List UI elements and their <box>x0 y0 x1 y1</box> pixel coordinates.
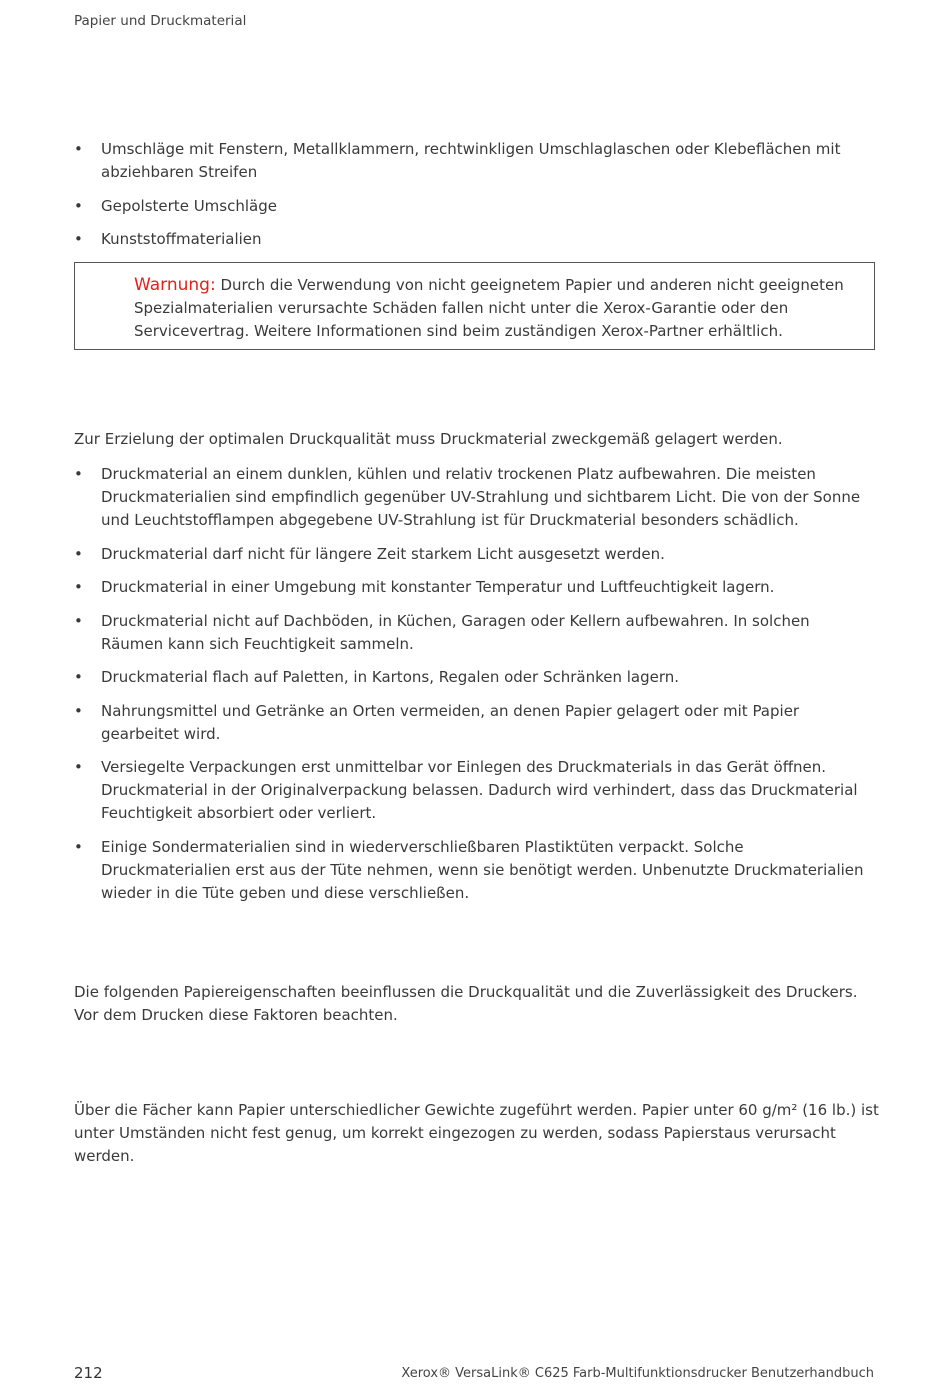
list-item <box>74 463 874 532</box>
list-item <box>74 666 874 689</box>
list-item <box>74 543 874 566</box>
bullet-icon: • <box>74 668 83 686</box>
list-item <box>74 138 874 184</box>
list-item <box>74 195 874 218</box>
running-header: Papier und Druckmaterial <box>74 13 247 29</box>
list-item <box>74 836 874 905</box>
bullet-icon: • <box>74 701 83 720</box>
bullet-icon: • <box>74 544 83 563</box>
properties-paragraph: Die folgenden Papiereigenschaften beeinflussen die Druckqualität und die Zuverlässigkeit des Druckers. Vor dem Drucken diese Faktoren beachten. <box>74 983 858 1024</box>
page-number: 212 <box>74 1364 103 1382</box>
bullet-icon: • <box>74 611 83 630</box>
list-item-text: Versiegelte Verpackungen erst unmittelbar vor Einlegen des Druckmaterials in das Gerät öffnen. Druckmaterial in der Originalverpackung belassen. Dadurch wird verhindert, dass das Druckmaterial Feuchtigkeit absorbiert oder verliert. <box>101 758 858 822</box>
list-item-text: Kunststoffmaterialien <box>101 230 262 248</box>
warning-text <box>134 274 869 343</box>
bullet-icon: • <box>74 465 83 483</box>
unsuitable-media-list <box>74 138 874 262</box>
list-item-text: Druckmaterial darf nicht für längere Zeit starkem Licht ausgesetzt werden. <box>101 544 665 563</box>
list-item <box>74 576 874 599</box>
list-item <box>74 228 874 251</box>
list-item-text: Druckmaterial an einem dunklen, kühlen und relativ trockenen Platz aufbewahren. Die meisten Druckmaterialien sind empfindlich gegenüber UV-Strahlung und sichtbarem Licht. Die von der Sonne und Leuchtstofflampen abgegebene UV-Strahlung ist für Druckmaterial besonders schädlich. <box>101 465 861 529</box>
bullet-icon: • <box>74 837 83 856</box>
list-item <box>74 700 874 746</box>
bullet-icon: • <box>74 230 83 248</box>
bullet-icon: • <box>74 140 83 158</box>
storage-guidelines-list <box>74 463 874 915</box>
warning-body: Durch die Verwendung von nicht geeignetem Papier und anderen nicht geeigneten Spezialmaterialien verursachte Schäden fallen nicht unter die Xerox-Garantie oder den Servicevertrag. Weitere Informationen sind beim zuständigen Xerox-Partner erhältlich. <box>134 276 844 340</box>
list-item-text: Druckmaterial flach auf Paletten, in Kartons, Regalen oder Schränken lagern. <box>101 668 680 686</box>
bullet-icon: • <box>74 196 83 215</box>
list-item-text: Druckmaterial in einer Umgebung mit konstanter Temperatur und Luftfeuchtigkeit lagern. <box>101 578 775 596</box>
bullet-icon: • <box>74 758 83 776</box>
storage-intro: Zur Erzielung der optimalen Druckqualität muss Druckmaterial zweckgemäß gelagert werden. <box>74 430 783 448</box>
bullet-icon: • <box>74 578 83 596</box>
list-item-text: Gepolsterte Umschläge <box>101 196 277 215</box>
warning-box <box>74 262 875 350</box>
list-item <box>74 756 874 825</box>
document-title: Xerox® VersaLink® C625 Farb-Multifunktionsdrucker Benutzerhandbuch <box>401 1366 874 1381</box>
list-item-text: Umschläge mit Fenstern, Metallklammern, rechtwinkligen Umschlaglaschen oder Klebeflächen mit abziehbaren Streifen <box>101 140 841 181</box>
list-item <box>74 610 874 656</box>
list-item-text: Druckmaterial nicht auf Dachböden, in Küchen, Garagen oder Kellern aufbewahren. In solchen Räumen kann sich Feuchtigkeit sammeln. <box>101 611 810 653</box>
list-item-text: Nahrungsmittel und Getränke an Orten vermeiden, an denen Papier gelagert oder mit Papier gearbeitet wird. <box>101 701 800 743</box>
warning-label: Warnung: <box>134 275 216 295</box>
weight-paragraph: Über die Fächer kann Papier unterschiedlicher Gewichte zugeführt werden. Papier unter 60 g/m² (16 lb.) ist unter Umständen nicht fest genug, um korrekt eingezogen zu werden, sodass Papierstaus verursacht werden. <box>74 1101 879 1165</box>
list-item-text: Einige Sondermaterialien sind in wiederverschließbaren Plastiktüten verpackt. Solche Druckmaterialien erst aus der Tüte nehmen, wenn sie benötigt werden. Unbenutzte Druckmaterialien wieder in die Tüte geben und diese verschließen. <box>101 837 864 902</box>
